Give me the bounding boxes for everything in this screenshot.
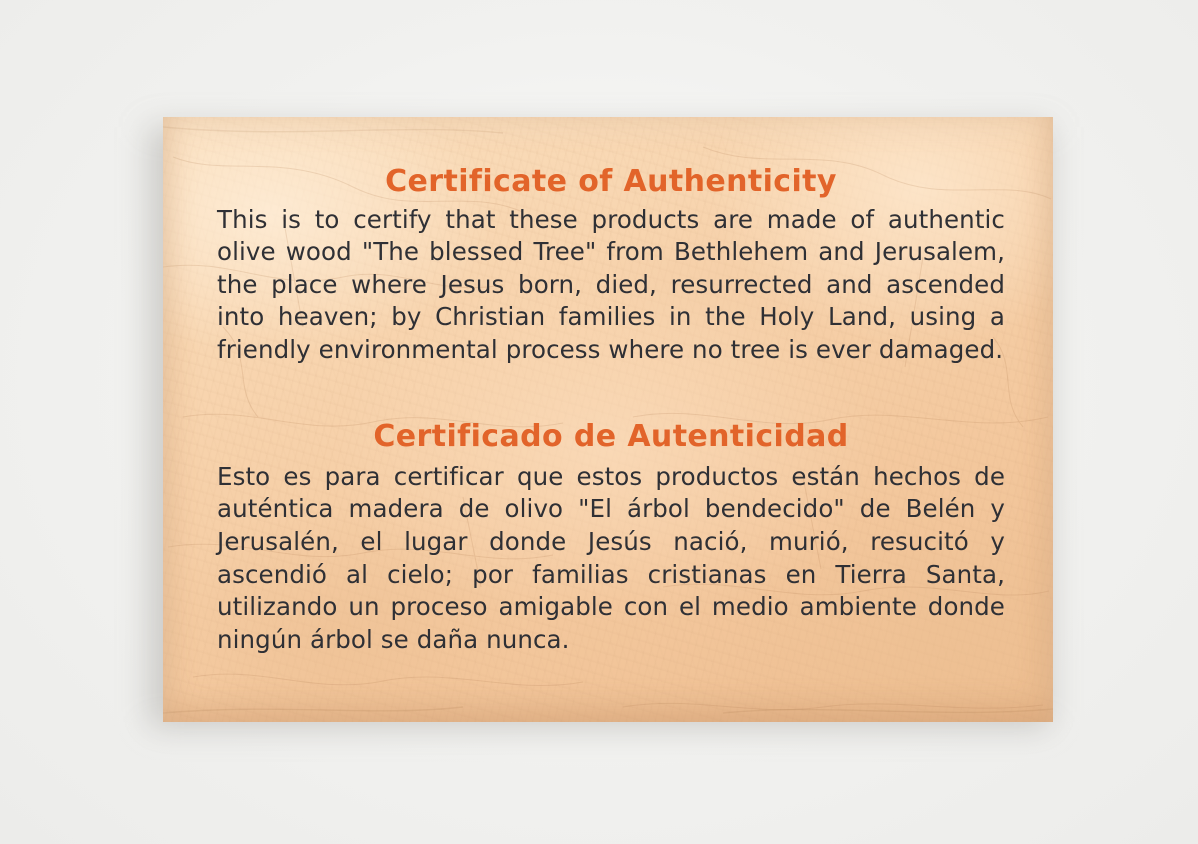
- english-title: Certificate of Authenticity: [385, 164, 837, 199]
- spanish-title: Certificado de Autenticidad: [373, 419, 849, 455]
- spanish-body-text: Esto es para certificar que estos productos están hechos de auténtica madera de olivo "El árbol bendecido" de Belén y Jerusalén, el lugar donde Jesús nació, murió, resucitó y ascendió al cielo; por familias cristianas en Tierra Santa, utilizando un proceso amigable con el medio ambiente donde ningún árbol se daña nunca.: [217, 461, 1005, 654]
- section-spanish: [217, 420, 1005, 656]
- certificate-card-wrapper: [163, 117, 1053, 722]
- certificate-card: [163, 117, 1053, 722]
- section-english: [217, 165, 1005, 366]
- english-body-text: This is to certify that these products are made of authentic olive wood "The blessed Tree" from Bethlehem and Jerusalem, the place where Jesus born, died, resurrected and ascended into heaven; by Christian families in the Holy Land, using a friendly environmental process where no tree is ever damaged.: [217, 204, 1005, 364]
- certificate-content: [163, 117, 1053, 722]
